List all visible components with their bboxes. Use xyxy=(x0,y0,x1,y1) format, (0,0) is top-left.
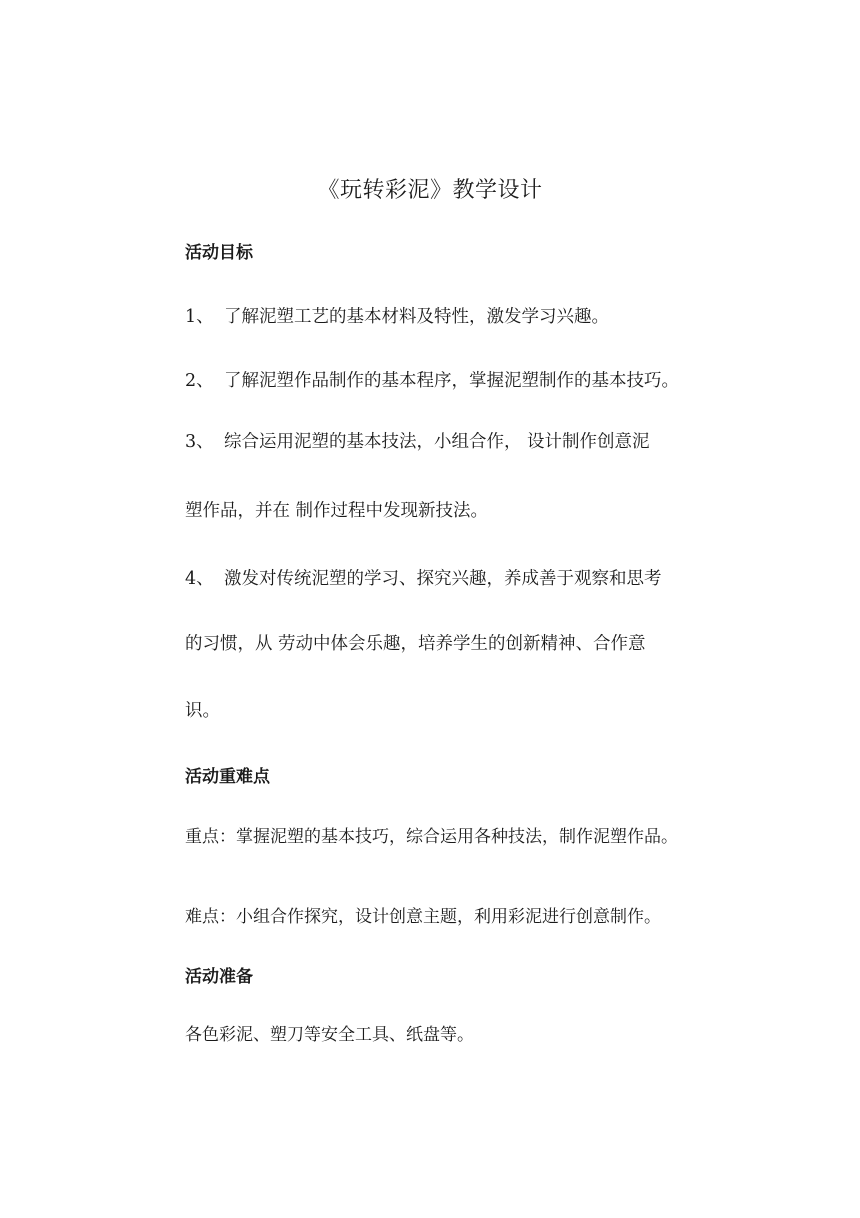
objective-number: 3、 xyxy=(185,432,214,452)
objective-number: 4、 xyxy=(185,569,214,589)
objective-item-1 xyxy=(185,305,609,329)
objectives-heading: 活动目标 xyxy=(185,243,253,263)
objective-text: 了解泥塑作品制作的基本程序，掌握泥塑制作的基本技巧。 xyxy=(224,371,679,391)
document-title: 《玩转彩泥》教学设计 xyxy=(317,178,543,203)
preparation-text: 各色彩泥、塑刀等安全工具、纸盘等。 xyxy=(185,1025,474,1045)
objective-item-4-continued: 的习惯，从 劳动中体会乐趣，培养学生的创新精神、合作意 xyxy=(185,634,646,654)
objective-text: 综合运用泥塑的基本技法，小组合作， 设计制作创意泥 xyxy=(224,432,650,452)
objective-text: 了解泥塑工艺的基本材料及特性，激发学习兴趣。 xyxy=(224,307,609,327)
objective-item-4 xyxy=(185,567,662,591)
difficult-point-text: 难点：小组合作探究，设计创意主题，利用彩泥进行创意制作。 xyxy=(185,907,661,927)
objective-number: 1、 xyxy=(185,307,214,327)
objective-item-4-continued: 识。 xyxy=(185,701,220,721)
objective-item-3-continued: 塑作品，并在 制作过程中发现新技法。 xyxy=(185,501,489,521)
important-point-text: 重点：掌握泥塑的基本技巧，综合运用各种技法，制作泥塑作品。 xyxy=(185,827,678,847)
objective-item-2 xyxy=(185,369,679,393)
objective-item-3 xyxy=(185,430,650,454)
preparation-heading: 活动准备 xyxy=(185,967,253,987)
key-points-heading: 活动重难点 xyxy=(185,767,270,787)
objective-number: 2、 xyxy=(185,371,214,391)
objective-text: 激发对传统泥塑的学习、探究兴趣，养成善于观察和思考 xyxy=(224,569,662,589)
